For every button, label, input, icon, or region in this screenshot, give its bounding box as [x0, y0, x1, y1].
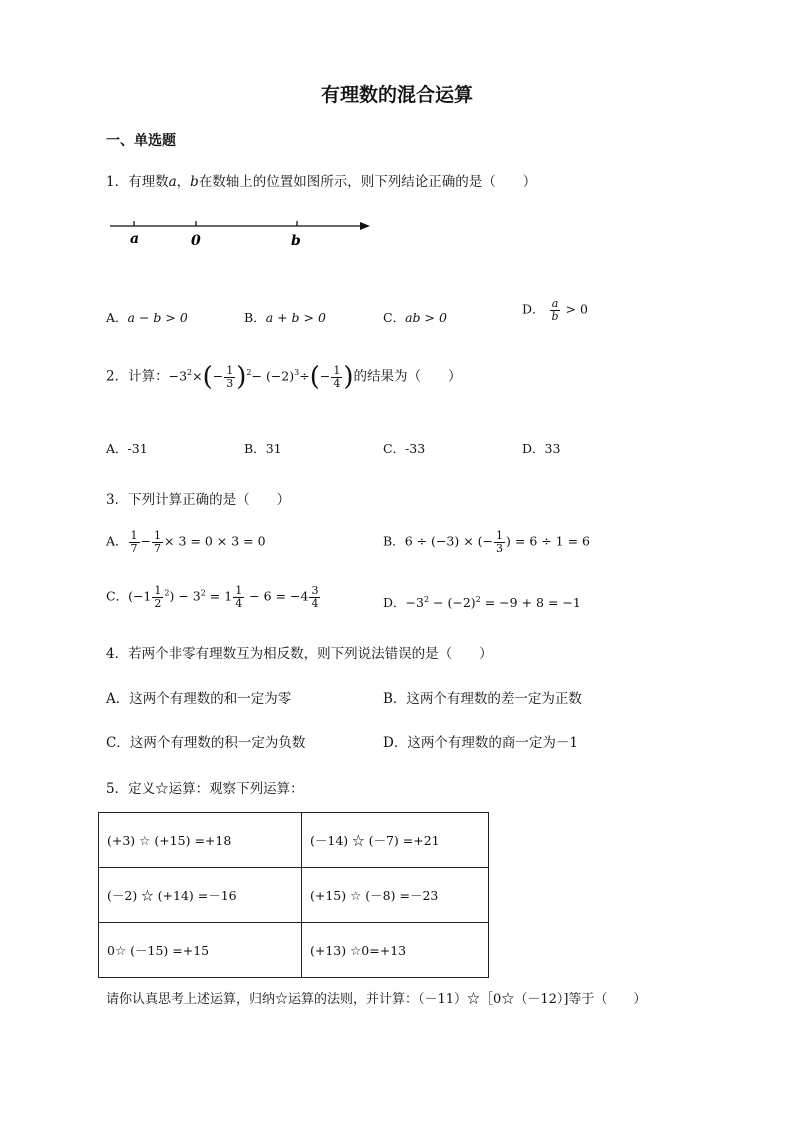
- fraction-numerator: a: [551, 297, 559, 310]
- fraction-denominator: 2: [154, 596, 162, 610]
- q1-option-c[interactable]: [383, 308, 447, 326]
- left-paren: (: [202, 362, 213, 392]
- option-fraction: [233, 585, 244, 609]
- q2-operator: ×: [192, 368, 203, 384]
- option-label: D．: [383, 735, 408, 751]
- option-label: D．: [383, 595, 406, 610]
- left-paren: (: [309, 362, 320, 392]
- option-fraction: [494, 530, 505, 554]
- fraction-denominator: 3: [226, 376, 234, 390]
- q3-option-d[interactable]: [383, 593, 581, 611]
- question-5-stem: 5．定义☆运算：观察下列运算：: [106, 781, 304, 797]
- q3-option-a[interactable]: [106, 530, 266, 554]
- option-label: C．: [383, 310, 406, 325]
- fraction-numerator: 1: [333, 363, 341, 377]
- q2-fraction-2: [331, 365, 342, 389]
- right-paren: ): [236, 362, 247, 392]
- option-fraction: [152, 530, 163, 554]
- q2-stem-rest: 的结果为（ ）: [353, 368, 462, 385]
- table-cell: 0☆ (－15) =+15: [99, 923, 302, 978]
- number-line-arrow-icon: [360, 222, 370, 230]
- table-cell: (+15) ☆ (－8) =－23: [302, 868, 489, 923]
- table-cell: (－14) ☆ (－7) =+21: [302, 813, 489, 868]
- option-text: − (−2): [429, 595, 476, 610]
- option-label: D．: [522, 441, 545, 456]
- q4-option-c[interactable]: [106, 731, 305, 751]
- q2-term: −3: [168, 368, 188, 384]
- fraction-denominator: 3: [496, 541, 504, 555]
- q1-var-b: b: [190, 174, 199, 190]
- option-exponent: 2: [164, 588, 170, 598]
- fraction-numerator: 3: [311, 584, 319, 597]
- option-text: = −9 + 8 = −1: [480, 595, 581, 610]
- q2-sign: −: [212, 368, 224, 384]
- option-label: B．: [244, 441, 266, 456]
- option-text: 这两个有理数的差一定为正数: [406, 691, 582, 707]
- option-fraction: [550, 298, 561, 322]
- option-text: 这两个有理数的商一定为－1: [407, 735, 578, 751]
- option-text: − 6 = −4: [245, 588, 309, 604]
- table-row: [99, 813, 489, 868]
- q3-option-b[interactable]: [383, 530, 590, 554]
- q2-fraction-1: [224, 365, 235, 389]
- q1-comma: ，: [176, 174, 191, 190]
- q1-var-a: a: [168, 174, 177, 190]
- fraction-numerator: 1: [154, 584, 162, 597]
- q2-exponent: 2: [246, 368, 252, 377]
- option-label: A．: [106, 441, 128, 456]
- q2-term: − (−2): [251, 368, 295, 384]
- fraction-denominator: 7: [154, 541, 162, 555]
- option-text: > 0: [565, 301, 588, 317]
- q4-option-d[interactable]: [383, 731, 578, 751]
- q2-sign: −: [319, 368, 331, 384]
- option-text: -31: [127, 441, 148, 456]
- option-text: × 3 = 0 × 3 = 0: [164, 533, 266, 549]
- q2-operator: ÷: [299, 368, 310, 384]
- q2-option-d[interactable]: [522, 439, 560, 457]
- fraction-numerator: 1: [496, 529, 504, 542]
- q4-option-b[interactable]: [383, 687, 582, 707]
- question-1-stem: [106, 170, 536, 190]
- fraction-denominator: 4: [311, 596, 319, 610]
- option-label: A．: [106, 533, 128, 549]
- option-label: D．: [522, 301, 545, 317]
- q1-stem-rest: 在数轴上的位置如图所示，则下列结论正确的是（ ）: [198, 174, 537, 190]
- question-4-stem: 4．若两个非零有理数互为相反数，则下列说法错误的是（ ）: [106, 646, 493, 662]
- option-label: B．: [383, 533, 405, 549]
- fraction-denominator: 4: [333, 376, 341, 390]
- axis-label-b: b: [291, 233, 301, 249]
- fraction-numerator: 1: [235, 584, 243, 597]
- option-text: ab > 0: [405, 310, 447, 325]
- question-3-stem: 3．下列计算正确的是（ ）: [106, 492, 291, 508]
- option-exponent: 2: [475, 594, 481, 604]
- page-title: 有理数的混合运算: [320, 84, 473, 106]
- option-label: A．: [106, 691, 130, 707]
- table-cell: (+13) ☆0=+13: [302, 923, 489, 978]
- fraction-denominator: 7: [130, 541, 138, 555]
- option-text: (−1: [128, 588, 152, 604]
- operation-table: [98, 812, 489, 978]
- q2-exponent: 2: [187, 368, 193, 377]
- option-text: -33: [405, 441, 426, 456]
- option-operator: −: [140, 533, 152, 549]
- option-label: C．: [106, 588, 129, 604]
- option-fraction: [309, 585, 320, 609]
- table-row: [99, 923, 489, 978]
- table-row: [99, 868, 489, 923]
- option-text: 这两个有理数的积一定为负数: [129, 735, 306, 751]
- right-paren: ): [343, 362, 354, 392]
- option-text: 这两个有理数的和一定为零: [129, 691, 292, 707]
- table-cell: (－2) ☆ (+14) =－16: [99, 868, 302, 923]
- option-label: A．: [106, 310, 128, 325]
- option-exponent: 2: [423, 594, 430, 604]
- option-label: B．: [244, 310, 266, 325]
- option-exponent: 2: [200, 588, 206, 598]
- option-label: C．: [383, 441, 406, 456]
- option-fraction: [152, 585, 163, 609]
- option-text: 6 ÷ (−3) × (−: [404, 533, 494, 549]
- option-text: ) = 6 ÷ 1 = 6: [506, 533, 591, 549]
- option-label: B．: [383, 691, 407, 707]
- q2-option-c[interactable]: [383, 439, 425, 457]
- section-heading: 一、单选题: [106, 133, 176, 149]
- q1-option-a[interactable]: [106, 308, 188, 326]
- number-line-figure: [106, 212, 376, 252]
- table-cell: (+3) ☆ (+15) =+18: [99, 813, 302, 868]
- fraction-numerator: 1: [130, 529, 138, 542]
- option-fraction: [129, 530, 140, 554]
- option-text: −3: [405, 595, 424, 610]
- q3-option-c[interactable]: [106, 585, 321, 609]
- axis-label-zero: 0: [191, 233, 201, 249]
- fraction-denominator: b: [551, 309, 559, 323]
- fraction-denominator: 4: [235, 596, 243, 610]
- option-text: = 1: [205, 588, 233, 604]
- fraction-numerator: 1: [154, 529, 162, 542]
- option-label: C．: [106, 735, 130, 751]
- q5-followup: 请你认真思考上述运算，归纳☆运算的法则，并计算：（－11）☆［0☆（－12）]等于（ ）: [106, 992, 647, 1007]
- q2-option-b[interactable]: [244, 439, 282, 457]
- option-text: ) − 3: [169, 588, 201, 604]
- option-text: a + b > 0: [265, 310, 326, 325]
- question-2-stem: [106, 364, 462, 390]
- option-text: 33: [544, 441, 561, 456]
- q2-option-a[interactable]: [106, 439, 148, 457]
- q2-stem-prefix: 2．计算：: [106, 368, 169, 385]
- q1-stem-prefix: 1．有理数: [106, 174, 169, 190]
- q1-option-b[interactable]: [244, 308, 326, 326]
- q2-exponent: 3: [294, 368, 300, 377]
- axis-label-a: a: [130, 231, 140, 247]
- q4-option-a[interactable]: [106, 687, 291, 707]
- q1-option-d[interactable]: [522, 298, 588, 322]
- option-text: a − b > 0: [127, 310, 188, 325]
- option-text: 31: [265, 441, 282, 456]
- fraction-numerator: 1: [226, 363, 234, 377]
